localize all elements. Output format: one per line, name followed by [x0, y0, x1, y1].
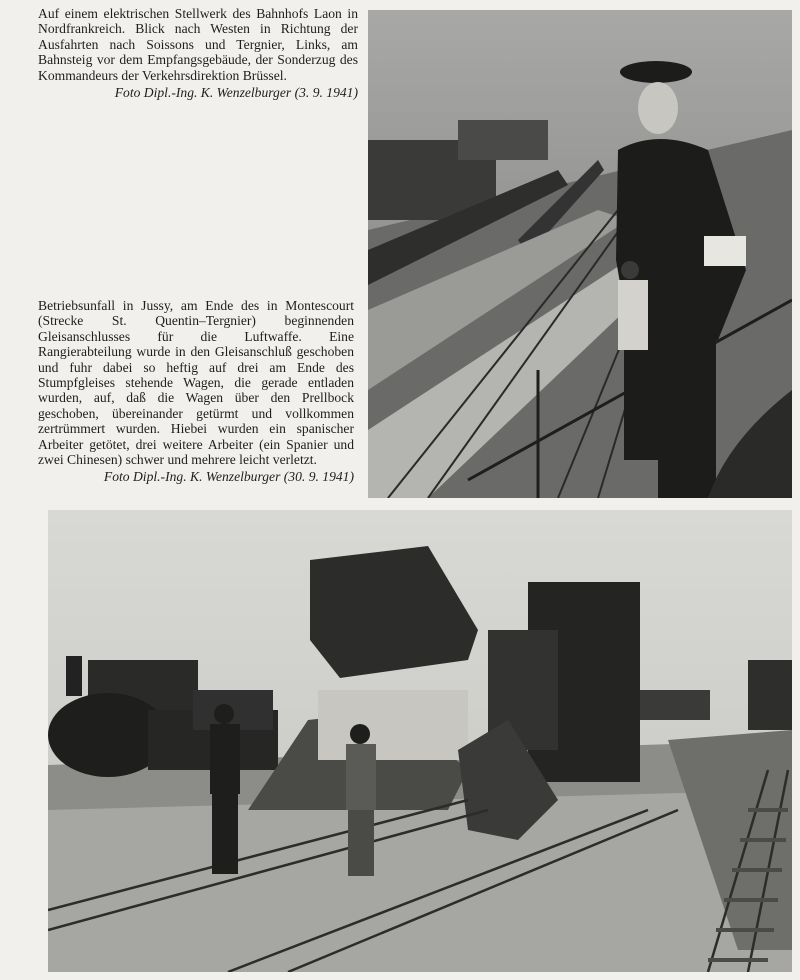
caption-laon-credit: Foto Dipl.-Ing. K. Wenzelburger (3. 9. 1941) [114, 85, 358, 101]
caption-laon [38, 6, 358, 100]
photo-jussy-drawing [48, 510, 792, 972]
caption-jussy-text: Betriebsunfall in Jussy, am Ende des in Montescourt (Strecke St. Quentin–Tergnier) beginnenden Gleisanschlusses für die Luftwaffe. Eine Rangierabteilung wurde in den Gleisanschluß geschoben und fuhr dabei so heftig auf drei am Ende des Stumpfgleises stehende Wagen, die gerade entladen wurden, auf, daß die Wagen über den Prellbock geschoben, übereinander getürmt und vollkommen zertrümmert wurden. Hiebei wurden ein spanischer Arbeiter getötet, drei weitere Arbeiter (ein Spanier und zwei Chinesen) schwer und mehrere leicht verletzt. [38, 298, 354, 468]
caption-jussy-credit: Foto Dipl.-Ing. K. Wenzelburger (30. 9. 1941) [103, 469, 354, 485]
photo-laon-signal-box-soldier [368, 10, 792, 498]
caption-laon-text: Auf einem elektrischen Stellwerk des Bahnhofs Laon in Nordfrankreich. Blick nach Westen in Richtung der Ausfahrten nach Soissons und Tergnier, Links, am Bahnsteig vor dem Empfangsgebäude, der Sonderzug des Kommandeurs der Verkehrsdirektion Brüssel. [38, 6, 358, 83]
photo-laon-drawing [368, 10, 792, 498]
photo-jussy-accident [48, 510, 792, 972]
caption-jussy [38, 298, 354, 485]
